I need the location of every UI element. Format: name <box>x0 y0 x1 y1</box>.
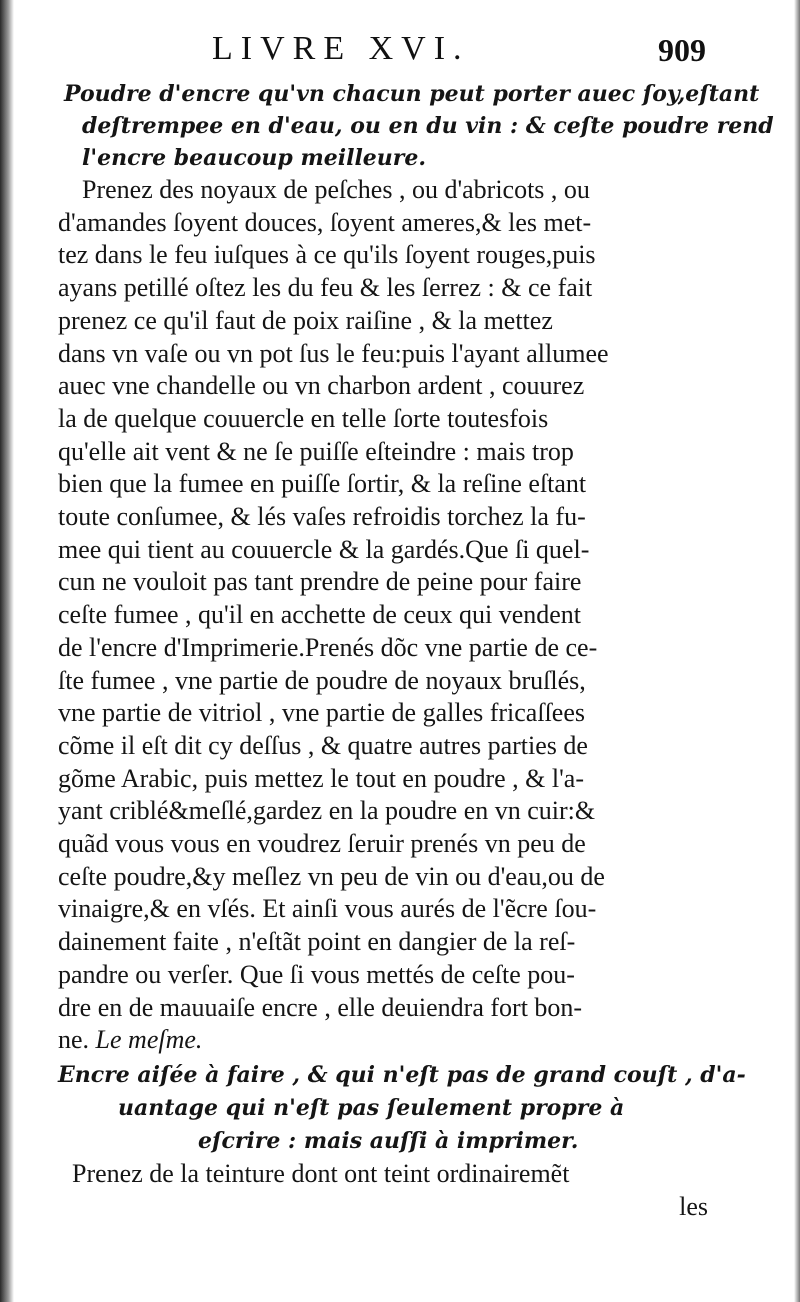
text-line: vne partie de vitriol , vne partie de galles fricaſſees <box>58 698 585 728</box>
last-line-text: ne. <box>58 1025 90 1055</box>
section-title-1 <box>58 78 774 174</box>
text-line: dans vn vaſe ou vn pot ſus le feu:puis l'ayant allumee <box>58 338 609 368</box>
text-line <box>58 1024 708 1057</box>
text-line: pandre ou verſer. Que ſi vous mettés de ceſte pou- <box>58 959 575 989</box>
title-line: eſcrire : mais auſſi à imprimer. <box>198 1127 579 1154</box>
text-line: la de quelque couuercle en telle ſorte toutesfois <box>58 403 549 433</box>
text-line: ayans petillé oſtez les du feu & les ſerrez : & ce fait <box>58 273 593 303</box>
catchword: les <box>679 1191 708 1221</box>
text-line: toute conſumee, & lés vaſes refroidis torchez la fu- <box>58 502 586 532</box>
section-body-1 <box>58 174 708 1057</box>
text-line: yant criblé&meſlé,gardez en la poudre en vn cuir:& <box>58 796 596 826</box>
text-line: Prenez de la teinture dont ont teint ordinairemẽt <box>72 1158 570 1188</box>
text-line: tez dans le feu iuſques à ce qu'ils ſoyent rouges,puis <box>58 240 596 270</box>
text-line: d'amandes ſoyent douces, ſoyent ameres,& les met- <box>58 207 592 237</box>
page-header <box>0 30 800 76</box>
running-head: LIVRE XVI. <box>212 30 470 67</box>
text-line: auec vne chandelle ou vn charbon ardent , couurez <box>58 371 585 401</box>
text-line: prenez ce qu'il faut de poix raiſine , & la mettez <box>58 305 553 335</box>
text-line: mee qui tient au couuercle & la gardés.Que ſi quel- <box>58 534 590 564</box>
title-line: deſtrempee en d'eau, ou en du vin : & ceſte poudre rend <box>82 113 774 139</box>
page-body <box>58 78 774 1223</box>
text-line: ceſte fumee , qu'il en acchette de ceux qui vendent <box>58 600 581 630</box>
title-line: Poudre d'encre qu'vn chacun peut porter auec ſoy,eſtant <box>64 81 760 107</box>
title-line: l'encre beaucoup meilleure. <box>82 145 427 171</box>
text-line: Prenez des noyaux de peſches , ou d'abricots , ou <box>82 175 590 204</box>
text-line: dainement faite , n'eſtãt point en dangier de la reſ- <box>58 927 576 957</box>
page-number: 909 <box>658 32 706 68</box>
text-line: cõme il eſt dit cy deſſus , & quatre autres parties de <box>58 730 588 760</box>
title-line: Encre aiſée à faire , & qui n'eſt pas de grand couſt , d'a- <box>58 1061 746 1088</box>
attribution: Le meſme. <box>95 1025 203 1055</box>
text-line: qu'elle ait vent & ne ſe puiſſe eſteindre : mais trop <box>58 436 574 466</box>
text-line: vinaigre,& en vſés. Et ainſi vous aurés de l'ẽcre ſou- <box>58 894 597 924</box>
title-line: uantage qui n'eſt pas ſeulement propre à <box>118 1094 625 1121</box>
section-title-2 <box>58 1059 746 1158</box>
section-body-2 <box>58 1158 708 1223</box>
text-line: dre en de mauuaiſe encre , elle deuiendra fort bon- <box>58 992 583 1022</box>
page-edge-shadow <box>794 0 800 1302</box>
text-line: quãd vous vous en voudrez ſeruir prenés vn peu de <box>58 829 586 859</box>
text-line: bien que la fumee en puiſſe ſortir, & la reſine eſtant <box>58 469 587 499</box>
text-line: ſte fumee , vne partie de poudre de noyaux bruſlés, <box>58 665 586 695</box>
text-line: de l'encre d'Imprimerie.Prenés dõc vne partie de ce- <box>58 632 598 662</box>
page-gutter-shadow <box>0 0 14 1302</box>
text-line: ceſte poudre,&y meſlez vn peu de vin ou d'eau,ou de <box>58 861 605 891</box>
text-line: cun ne vouloit pas tant prendre de peine pour faire <box>58 567 582 597</box>
text-line: gõme Arabic, puis mettez le tout en poudre , & l'a- <box>58 763 584 793</box>
